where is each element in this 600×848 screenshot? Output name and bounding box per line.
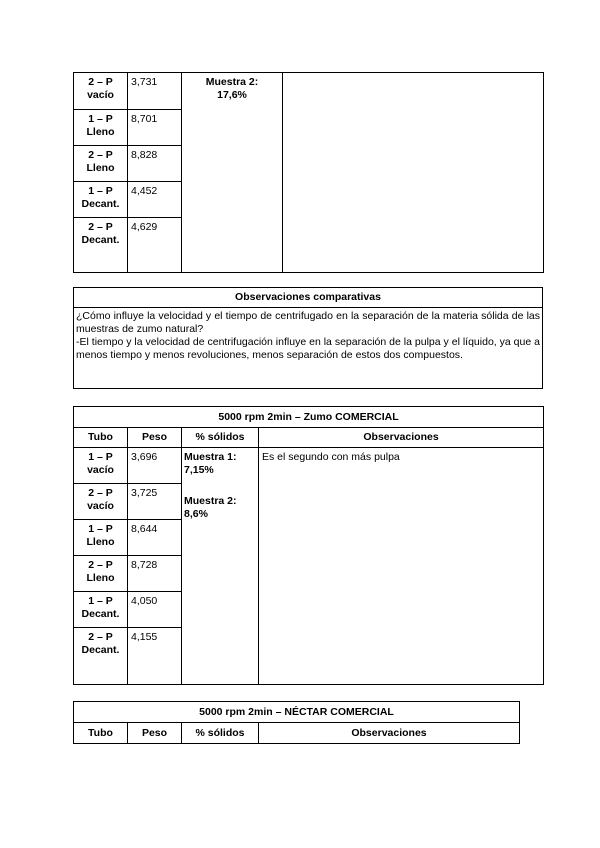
table-muestra-2-continuation (73, 72, 544, 273)
weight-value: 8,728 (128, 556, 182, 592)
observation-text: Es el segundo con más pulpa (259, 448, 544, 685)
tube-label: 1 – P Lleno (74, 110, 128, 146)
header-observaciones: Observaciones (259, 723, 520, 744)
table-nectar-comercial (73, 701, 520, 744)
observations-cell (283, 73, 544, 273)
tube-label: 1 – P Decant. (74, 182, 128, 218)
observations-question: ¿Cómo influye la velocidad y el tiempo de centrifugado en la separación de la materia sólida de las muestras de zumo natural? (76, 310, 540, 335)
weight-value: 4,050 (128, 592, 182, 628)
tube-label: 2 – P Decant. (74, 218, 128, 273)
header-tubo: Tubo (74, 723, 128, 744)
weight-value: 3,731 (128, 73, 182, 110)
header-peso: Peso (128, 723, 182, 744)
weight-value: 8,701 (128, 110, 182, 146)
weight-value: 4,452 (128, 182, 182, 218)
observations-title: Observaciones comparativas (74, 288, 543, 308)
weight-value: 3,725 (128, 484, 182, 520)
sample-2-value: 8,6% (184, 508, 208, 520)
observations-body (74, 308, 543, 389)
header-solidos: % sólidos (182, 428, 259, 448)
sample-1-label: Muestra 1: (184, 451, 237, 463)
weight-value: 8,644 (128, 520, 182, 556)
solids-cell (182, 73, 283, 273)
weight-value: 4,629 (128, 218, 182, 273)
table-title: 5000 rpm 2min – Zumo COMERCIAL (74, 407, 544, 428)
sample-2-label: Muestra 2: (184, 495, 237, 507)
table-zumo-comercial (73, 406, 544, 685)
sample-label: Muestra 2: (205, 76, 259, 88)
sample-value: 17,6% (217, 89, 247, 101)
observations-comparative-table (73, 287, 543, 389)
solids-cell (182, 448, 259, 685)
sample-1-value: 7,15% (184, 464, 214, 476)
tube-label: 2 – P Decant. (74, 628, 128, 685)
header-solidos: % sólidos (182, 723, 259, 744)
tube-label: 2 – P vacío (74, 484, 128, 520)
table-title: 5000 rpm 2min – NÉCTAR COMERCIAL (74, 702, 520, 723)
header-tubo: Tubo (74, 428, 128, 448)
tube-label: 1 – P Lleno (74, 520, 128, 556)
observations-answer: -El tiempo y la velocidad de centrifugación influye en la separación de la pulpa y el líquido, ya que a menos tiempo y menos revoluciones, menos separación de estos dos compuestos. (76, 336, 540, 361)
tube-label: 2 – P Lleno (74, 556, 128, 592)
tube-label: 2 – P Lleno (74, 146, 128, 182)
weight-value: 4,155 (128, 628, 182, 685)
tube-label: 1 – P Decant. (74, 592, 128, 628)
tube-label: 1 – P vacío (74, 448, 128, 484)
weight-value: 8,828 (128, 146, 182, 182)
tube-label: 2 – P vacío (74, 73, 128, 110)
weight-value: 3,696 (128, 448, 182, 484)
header-peso: Peso (128, 428, 182, 448)
header-observaciones: Observaciones (259, 428, 544, 448)
